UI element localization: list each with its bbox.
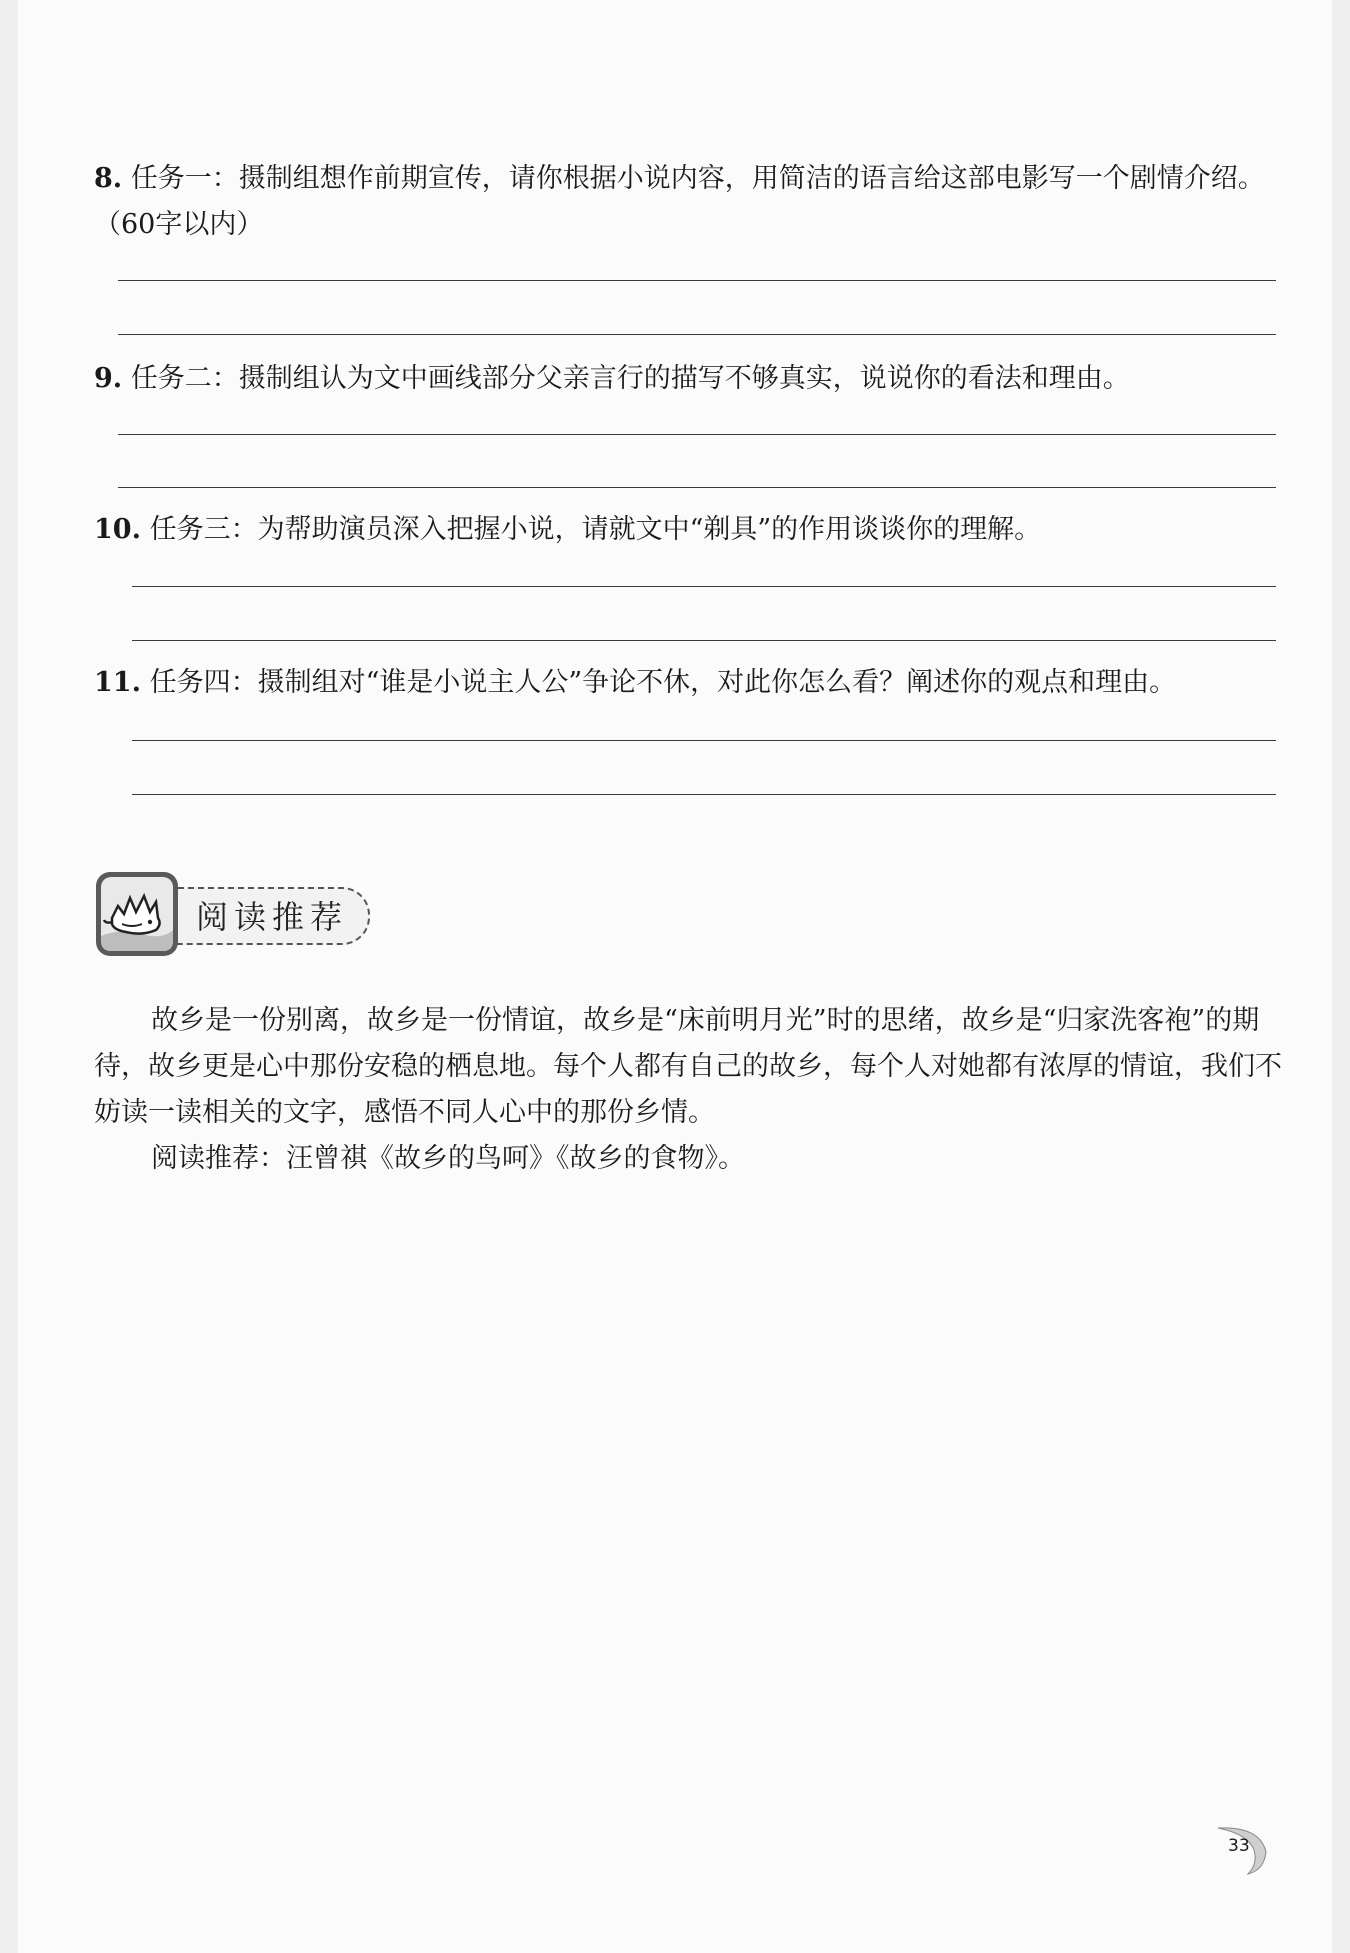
question-11 xyxy=(94,660,1284,706)
answer-line[interactable] xyxy=(118,434,1276,435)
workbook-page xyxy=(18,0,1332,1953)
question-number: 9. xyxy=(94,363,123,394)
question-text: 任务四：摄制组对“谁是小说主人公”争论不休，对此你怎么看？阐述你的观点和理由。 xyxy=(149,667,1177,698)
question-text: 任务一：摄制组想作前期宣传，请你根据小说内容，用简洁的语言给这部电影写一个剧情介绍。 xyxy=(130,163,1265,194)
question-10 xyxy=(94,507,1284,553)
question-note: （60字以内） xyxy=(94,209,264,240)
section-title: 阅读推荐 xyxy=(196,898,349,936)
question-text: 任务三：为帮助演员深入把握小说，请就文中“剃具”的作用谈谈你的理解。 xyxy=(149,514,1042,545)
answer-line[interactable] xyxy=(118,280,1276,281)
answer-line[interactable] xyxy=(118,487,1276,488)
reading-recommendation: 阅读推荐：汪曾祺《故乡的鸟呵》《故乡的食物》。 xyxy=(151,1143,745,1174)
answer-line[interactable] xyxy=(118,334,1276,335)
answer-line[interactable] xyxy=(132,640,1276,641)
answer-line[interactable] xyxy=(132,740,1276,741)
reading-paragraph: 故乡是一份别离，故乡是一份情谊，故乡是“床前明月光”时的思绪，故乡是“归家洗客袍”的期待，故乡更是心中那份安稳的栖息地。每个人都有自己的故乡，每个人对她都有浓厚的情谊，我们不妨读一读相关的文字，感悟不同人心中的那份乡情。 xyxy=(94,1005,1282,1128)
question-number: 11. xyxy=(94,667,141,698)
page-number: 33 xyxy=(1228,1836,1250,1856)
question-text: 任务二：摄制组认为文中画线部分父亲言行的描写不够真实，说说你的看法和理由。 xyxy=(130,363,1130,394)
question-8 xyxy=(94,156,1284,248)
question-number: 8. xyxy=(94,163,123,194)
question-number: 10. xyxy=(94,514,141,545)
answer-line[interactable] xyxy=(132,586,1276,587)
question-9 xyxy=(94,356,1284,402)
answer-line[interactable] xyxy=(132,794,1276,795)
dinosaur-icon xyxy=(92,868,182,960)
